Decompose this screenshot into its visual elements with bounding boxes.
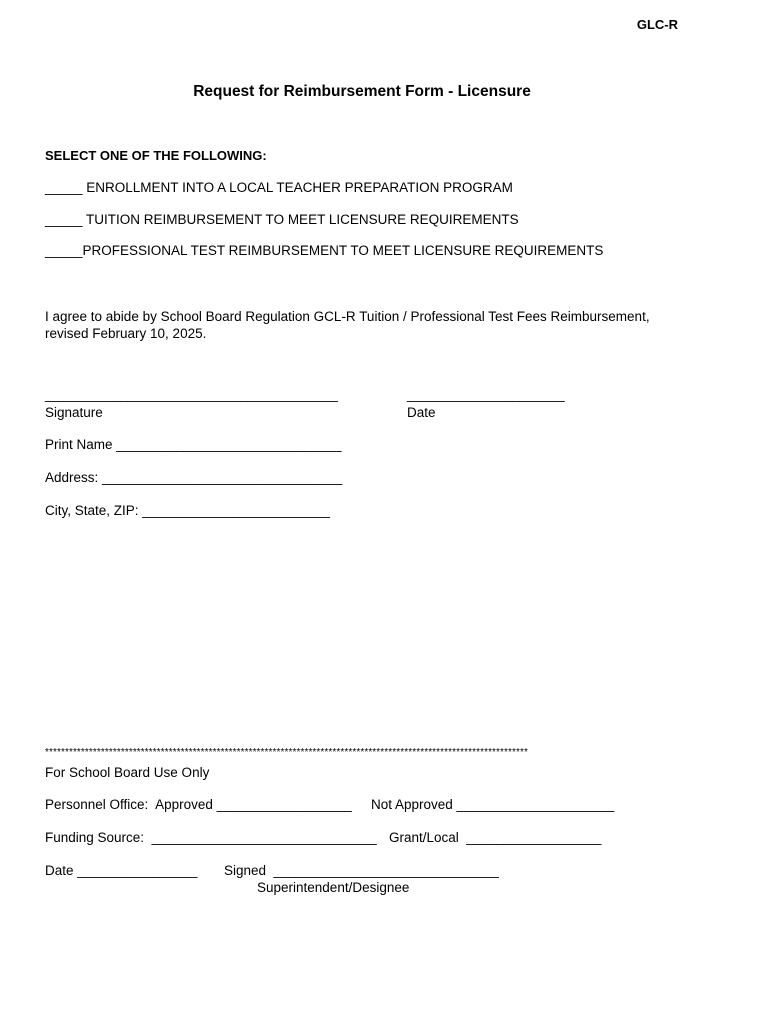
document-code: GLC-R [636,17,678,32]
print-name-field[interactable]: Print Name ______________________________ [45,437,342,452]
address-field[interactable]: Address: ________________________________ [45,470,343,485]
option-tuition[interactable]: _____ TUITION REIMBURSEMENT TO MEET LICENSURE REQUIREMENTS [45,212,519,227]
option-professional-test[interactable]: _____PROFESSIONAL TEST REIMBURSEMENT TO MEET LICENSURE REQUIREMENTS [45,243,604,258]
signature-line[interactable]: _______________________________________ [45,387,338,402]
date-label: Date [407,405,436,420]
superintendent-designee-label: Superintendent/Designee [257,880,410,895]
office-use-heading: For School Board Use Only [45,765,210,780]
not-approved-field[interactable]: Not Approved _____________________ [371,797,615,812]
option-enrollment[interactable]: _____ ENROLLMENT INTO A LOCAL TEACHER PREPARATION PROGRAM [45,180,513,195]
date-line[interactable]: _____________________ [407,387,565,402]
form-title: Request for Reimbursement Form - Licensure [193,83,531,100]
city-state-zip-field[interactable]: City, State, ZIP: _________________________ [45,503,330,518]
grant-local-field[interactable]: Grant/Local __________________ [389,830,602,845]
funding-source-field[interactable]: Funding Source: ______________________________ [45,830,377,845]
signed-field[interactable]: Signed ______________________________ [224,863,499,878]
signature-label: Signature [45,405,103,420]
office-date-field[interactable]: Date ________________ [45,863,198,878]
select-heading: SELECT ONE OF THE FOLLOWING: [45,148,267,163]
personnel-approved-field[interactable]: Personnel Office: Approved __________________ [45,797,352,812]
agreement-statement: I agree to abide by School Board Regulation GCL-R Tuition / Professional Test Fees Reimbursement, revised February 10, 2025. [45,309,650,341]
separator-line: ************************************************************************************************************************* [45,747,528,758]
